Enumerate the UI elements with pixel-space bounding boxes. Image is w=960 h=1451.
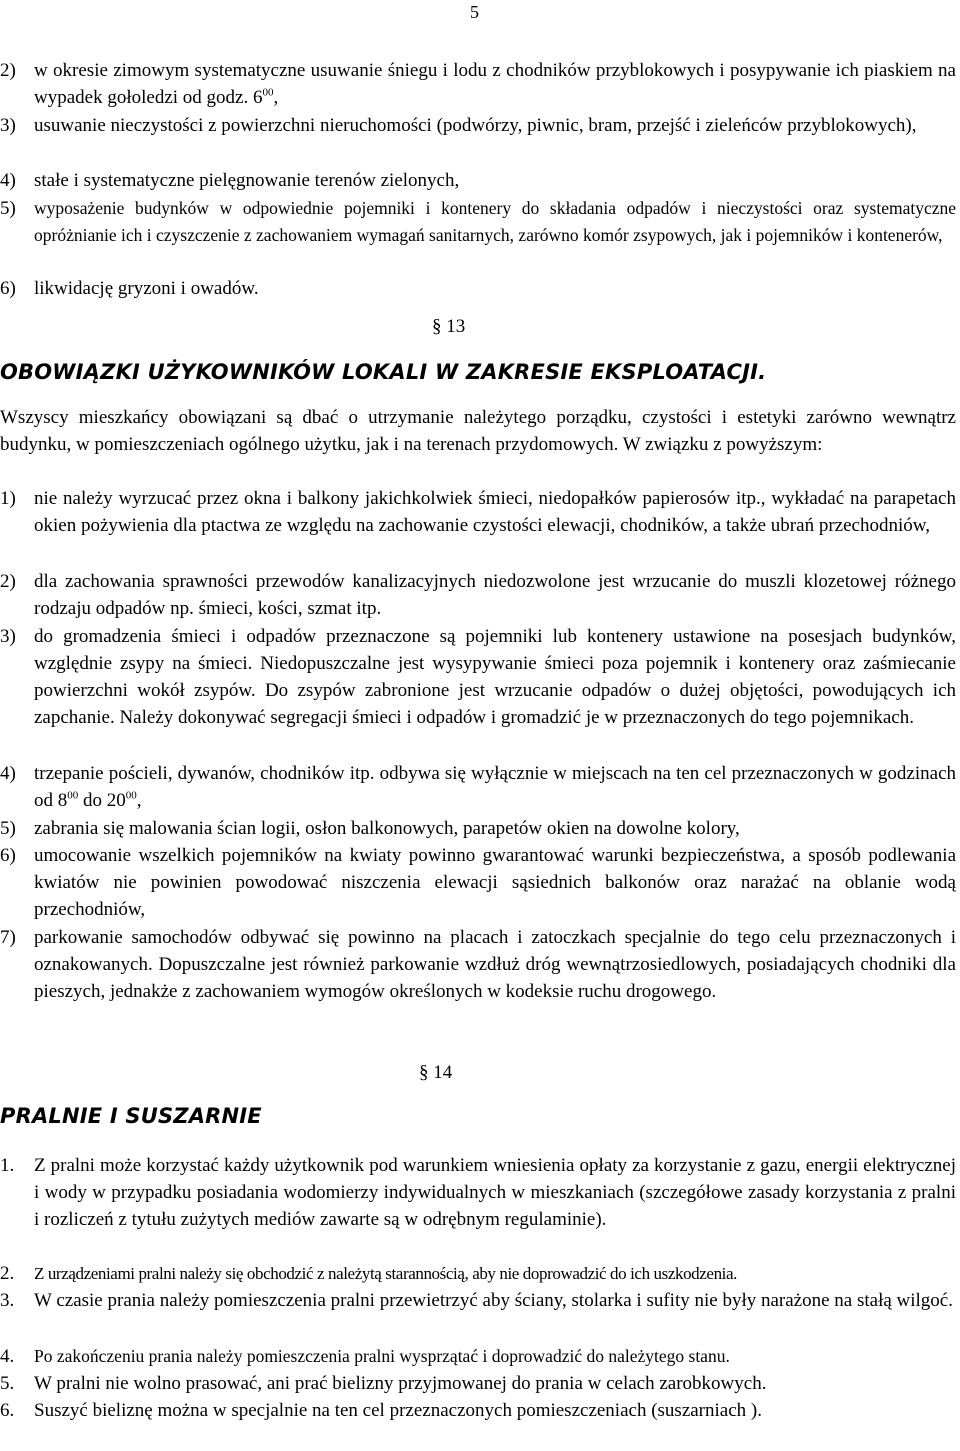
section-number: § 13 — [432, 316, 466, 337]
list-item: 4) stałe i systematyczne pielęgnowanie terenów zielonych, — [0, 170, 460, 191]
list-item: 4. Po zakończeniu prania należy pomieszczenia pralni wysprzątać i doprowadzić do należytego stanu. — [0, 1346, 730, 1367]
list-item: 3) usuwanie nieczystości z powierzchni nieruchomości (podwórzy, piwnic, bram, przejść i zieleńców przyblokowych), — [0, 115, 917, 136]
page-number: 5 — [470, 2, 479, 22]
section-number: § 14 — [419, 1062, 453, 1083]
list-item: 2. Z urządzeniami pralni należy się obchodzić z należytą starannością, aby nie doprowadzić do ich uszkodzenia. — [0, 1263, 737, 1284]
list-item: 2) dla zachowania sprawności przewodów kanalizacyjnych niedozwolone jest wrzucanie do muszli klozetowej różnego rodzaju odpadów np. śmieci, kości, szmat itp. — [0, 571, 956, 619]
list-item: 3. W czasie prania należy pomieszczenia pralni przewietrzyć aby ściany, stolarka i sufity nie były narażone na stałą wilgoć. — [0, 1290, 953, 1311]
list-item: 4) trzepanie pościeli, dywanów, chodników itp. odbywa się wyłącznie w miejscach na ten cel przeznaczonych w godzinach od $8^{00}$ do $20^{00}$, — [0, 763, 956, 811]
list-item: 6) likwidację gryzoni i owadów. — [0, 278, 259, 299]
section-heading: OBOWIĄZKI UŻYKOWNIKÓW LOKALI W ZAKRESIE EKSPLOATACJI. — [0, 360, 767, 384]
list-item: 2) w okresie zimowym systematyczne usuwanie śniegu i lodu z chodników przyblokowych i posypywanie ich piaskiem na wypadek gołoledzi od godz. $6^{00}$, — [0, 60, 956, 108]
list-item: 6. Suszyć bieliznę można w specjalnie na ten cel przeznaczonych pomieszczeniach (suszarniach ). — [0, 1400, 762, 1421]
list-item: 7) parkowanie samochodów odbywać się powinno na placach i zatoczkach specjalnie do tego celu przeznaczonych i oznakowanych. Dopuszczalne jest również parkowanie wzdłuż dróg wewnątrzosiedlowych, posiadających chodniki dla pieszych, jednakże z zachowaniem wymogów określonych w kodeksie ruchu drogowego. — [0, 927, 956, 1002]
list-item: 1. Z pralni może korzystać każdy użytkownik pod warunkiem wniesienia opłaty za korzystanie z gazu, energii elektrycznej i wody w przypadku posiadania wodomierzy indywidualnych w mieszkaniach (szczegółowe zasady korzystania z pralni i rozliczeń z tytułu zużytych mediów zawarte są w odrębnym regulaminie). — [0, 1155, 956, 1230]
list-item: 5) zabrania się malowania ścian logii, osłon balkonowych, parapetów okien na dowolne kolory, — [0, 818, 740, 839]
section-heading: PRALNIE I SUSZARNIE — [0, 1104, 262, 1128]
list-item: 3) do gromadzenia śmieci i odpadów przeznaczone są pojemniki lub kontenery ustawione na posesjach budynków, względnie zsypy na śmieci. Niedopuszczalne jest wysypywanie śmieci poza pojemnik i kontenery oraz zaśmiecanie powierzchni wokół zsypów. Do zsypów zabronione jest wrzucanie odpadów o dużej objętości, powodujących ich zapchanie. Należy dokonywać segregacji śmieci i odpadów i gromadzić je w przeznaczonych do tego pojemnikach. — [0, 626, 956, 728]
intro-paragraph: Wszyscy mieszkańcy obowiązani są dbać o utrzymanie należytego porządku, czystości i estetyki zarówno wewnątrz budynku, w pomieszczeniach ogólnego użytku, jak i na terenach przydomowych. W związku z powyższym: — [0, 407, 956, 455]
list-item: 1) nie należy wyrzucać przez okna i balkony jakichkolwiek śmieci, niedopałków papierosów itp., wykładać na parapetach okien pożywienia dla ptactwa ze względu na zachowanie czystości elewacji, chodników, a także ubrań przechodniów, — [0, 488, 956, 536]
list-item: 5. W pralni nie wolno prasować, ani prać bielizny przyjmowanej do prania w celach zarobkowych. — [0, 1373, 767, 1394]
list-item: 5) wyposażenie budynków w odpowiednie pojemniki i kontenery do składania odpadów i nieczystości oraz systematyczne opróżnianie ich i czyszczenie z zachowaniem wymagań sanitarnych, zarówno komór zsypowych, jak i pojemników i kontenerów, — [0, 198, 956, 245]
list-item: 6) umocowanie wszelkich pojemników na kwiaty powinno gwarantować warunki bezpieczeństwa, a sposób podlewania kwiatów nie powinien powodować niszczenia elewacji sąsiednich balkonów oraz narażać na oblanie wodą przechodniów, — [0, 845, 956, 920]
